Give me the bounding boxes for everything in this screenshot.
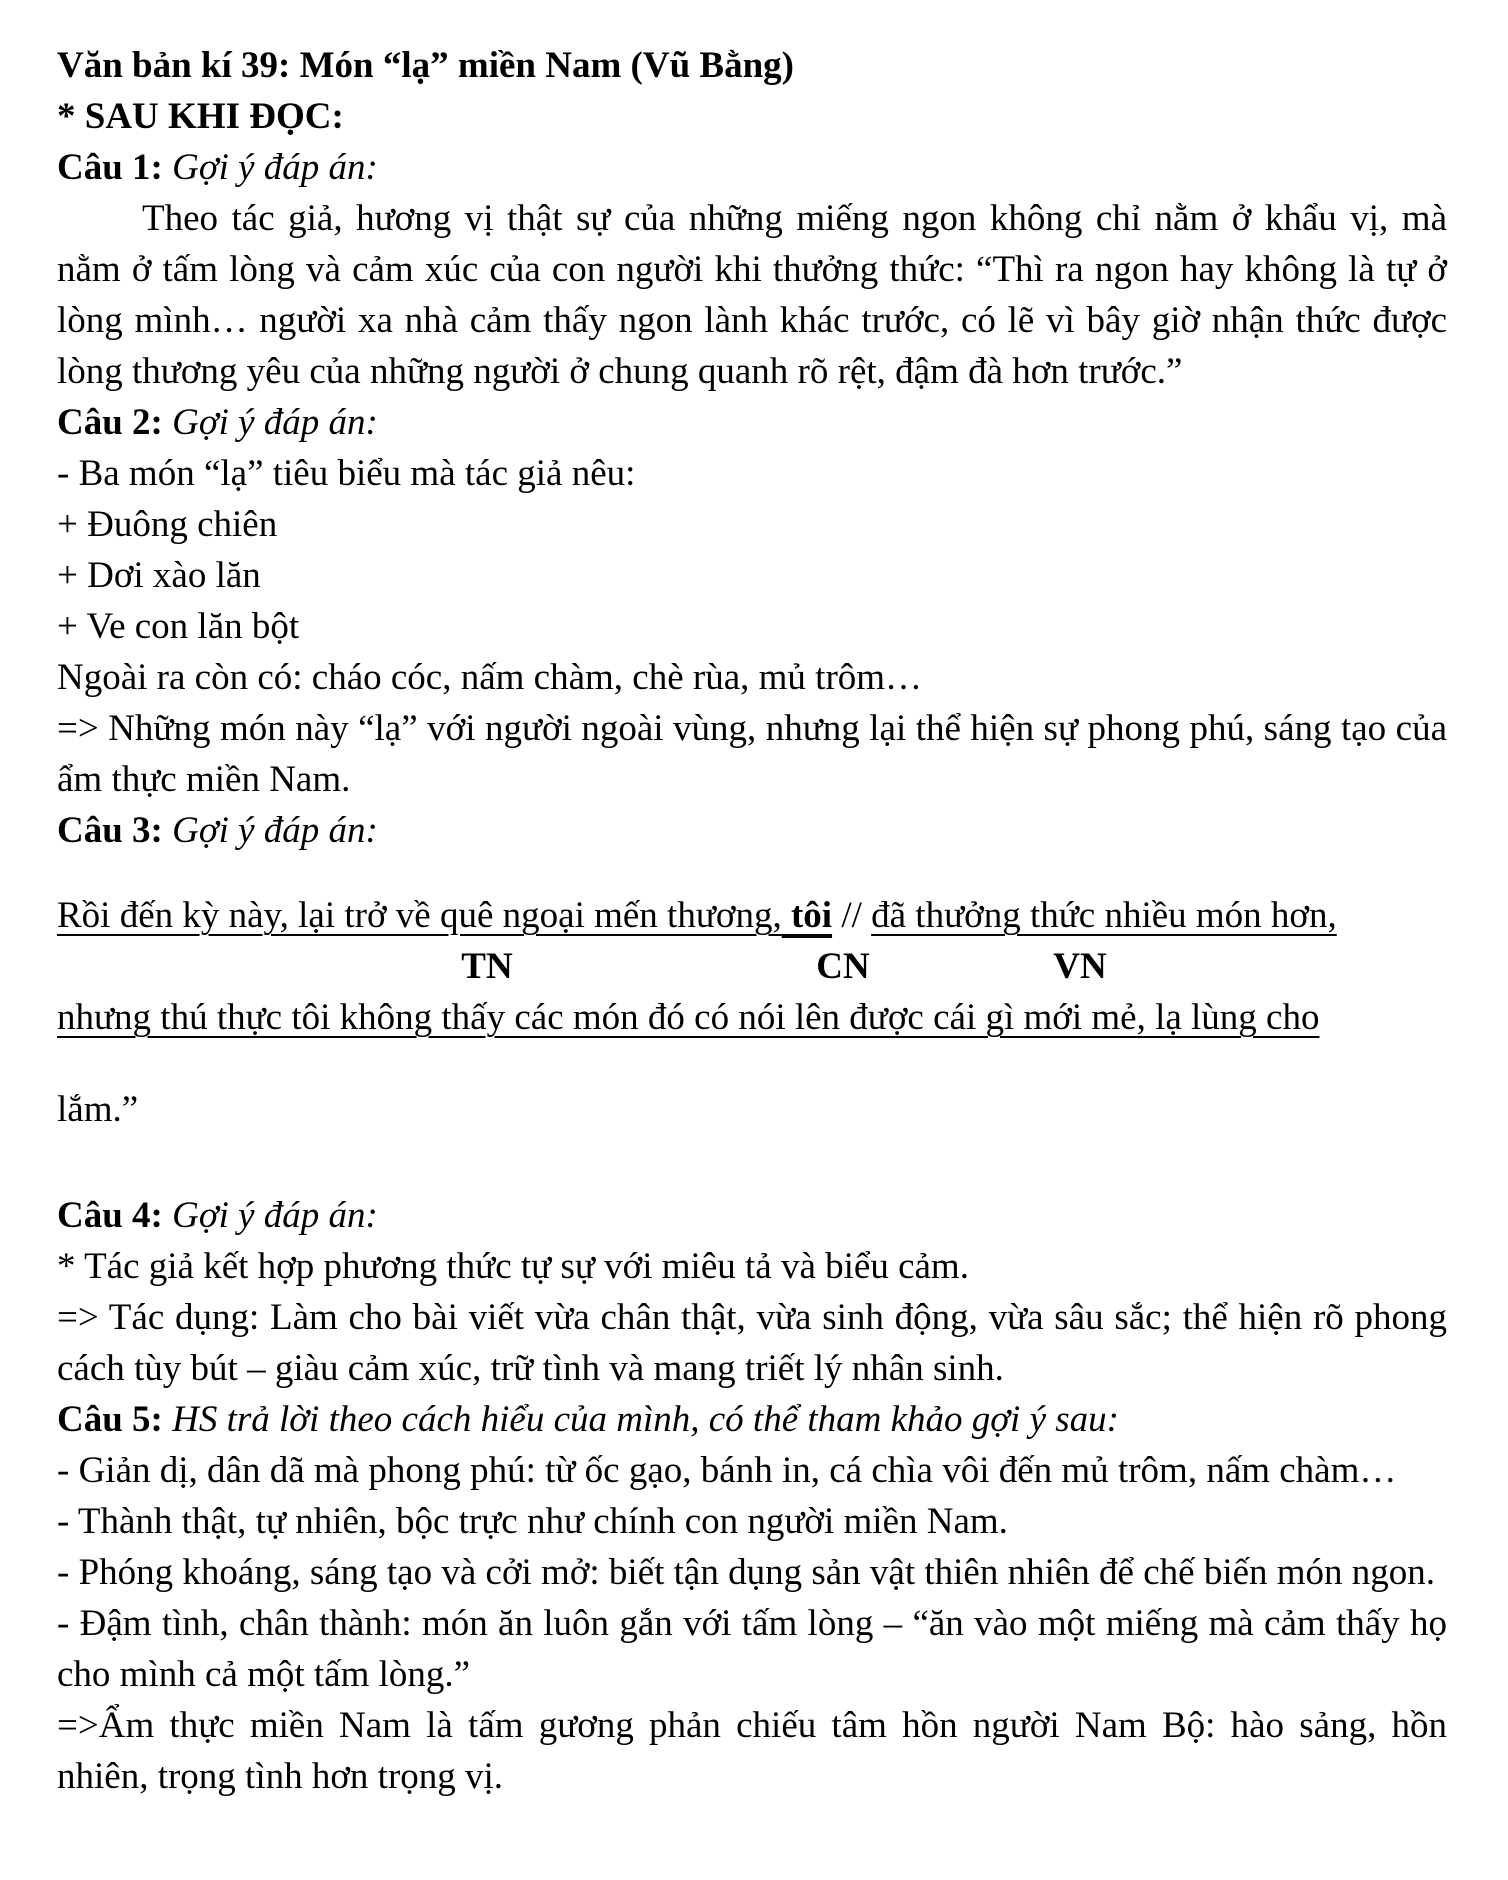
q3-hint: Gợi ý đáp án: xyxy=(172,810,378,851)
q3-predicate-part: đã thưởng thức nhiều món hơn, xyxy=(871,895,1337,936)
q1-heading xyxy=(57,142,1447,193)
q3-subject-word: tôi xyxy=(781,895,833,936)
q2-intro-line: - Ba món “lạ” tiêu biểu mà tác giả nêu: xyxy=(57,453,636,494)
q3-slash-separator: // xyxy=(832,895,872,936)
q3-label-vn: VN xyxy=(1053,946,1107,987)
document-title: Văn bản kí 39: Món “lạ” miền Nam (Vũ Bằng) xyxy=(57,45,795,86)
q4-label: Câu 4: xyxy=(57,1195,163,1236)
q3-sentence-line2-text: nhưng thú thực tôi không thấy các món đó có nói lên được cái gì mới mẻ, lạ lùng cho xyxy=(57,997,1320,1038)
q4-hint: Gợi ý đáp án: xyxy=(172,1195,378,1236)
q5-heading xyxy=(57,1394,1447,1445)
q5-hint: HS trả lời theo cách hiểu của mình, có thể tham khảo gợi ý sau: xyxy=(172,1399,1119,1440)
q5-point-1: - Giản dị, dân dã mà phong phú: từ ốc gạo, bánh in, cá chìa vôi đến mủ trôm, nấm chàm… xyxy=(57,1450,1397,1491)
q2-conclusion: => Những món này “lạ” với người ngoài vùng, nhưng lại thể hiện sự phong phú, sáng tạo của ẩm thực miền Nam. xyxy=(57,708,1447,800)
q5-point-2: - Thành thật, tự nhiên, bộc trực như chính con người miền Nam. xyxy=(57,1501,1008,1542)
q1-answer-paragraph: Theo tác giả, hương vị thật sự của những miếng ngon không chỉ nằm ở khẩu vị, mà nằm ở tấm lòng và cảm xúc của con người khi thưởng thức: “Thì ra ngon hay không là tự ở lòng mình… người xa nhà cảm thấy ngon lành khác trước, có lẽ vì bây giờ nhận thức được lòng thương yêu của những người ở chung quanh rõ rệt, đậm đà hơn trước.” xyxy=(57,198,1447,392)
q2-item-2: + Dơi xào lăn xyxy=(57,555,261,596)
q2-extra-line: Ngoài ra còn có: cháo cóc, nấm chàm, chè rùa, mủ trôm… xyxy=(57,657,923,698)
q5-conclusion: =>Ẩm thực miền Nam là tấm gương phản chiếu tâm hồn người Nam Bộ: hào sảng, hồn nhiên, trọng tình hơn trọng vị. xyxy=(57,1705,1447,1797)
q4-effect-paragraph: => Tác dụng: Làm cho bài viết vừa chân thật, vừa sinh động, vừa sâu sắc; thể hiện rõ phong cách tùy bút – giàu cảm xúc, trữ tình và mang triết lý nhân sinh. xyxy=(57,1297,1447,1389)
q3-sentence-line2 xyxy=(57,992,1447,1043)
q5-point-3: - Phóng khoáng, sáng tạo và cởi mở: biết tận dụng sản vật thiên nhiên để chế biến món ngon. xyxy=(57,1552,1436,1593)
q1-hint: Gợi ý đáp án: xyxy=(172,147,378,188)
q3-grammar-labels-row xyxy=(57,941,1447,992)
q3-label-tn: TN xyxy=(461,946,513,987)
section-heading: * SAU KHI ĐỌC: xyxy=(57,96,344,137)
q2-item-1: + Đuông chiên xyxy=(57,504,278,545)
q2-item-3: + Ve con lăn bột xyxy=(57,606,300,647)
q2-label: Câu 2: xyxy=(57,402,163,443)
q3-heading xyxy=(57,805,1447,856)
q1-label: Câu 1: xyxy=(57,147,163,188)
q4-point-line: * Tác giả kết hợp phương thức tự sự với miêu tả và biểu cảm. xyxy=(57,1246,969,1287)
q3-adverbial-part: Rồi đến kỳ này, lại trở về quê ngoại mến thương, xyxy=(57,895,782,936)
q3-label-cn: CN xyxy=(816,946,870,987)
q5-point-4: - Đậm tình, chân thành: món ăn luôn gắn với tấm lòng – “ăn vào một miếng mà cảm thấy họ cho mình cả một tấm lòng.” xyxy=(57,1603,1447,1695)
q5-label: Câu 5: xyxy=(57,1399,163,1440)
q2-hint: Gợi ý đáp án: xyxy=(172,402,378,443)
q4-heading xyxy=(57,1190,1447,1241)
q3-label: Câu 3: xyxy=(57,810,163,851)
q2-heading xyxy=(57,397,1447,448)
q3-sentence-end: lắm.” xyxy=(57,1089,139,1130)
q3-analyzed-sentence xyxy=(57,890,1447,941)
